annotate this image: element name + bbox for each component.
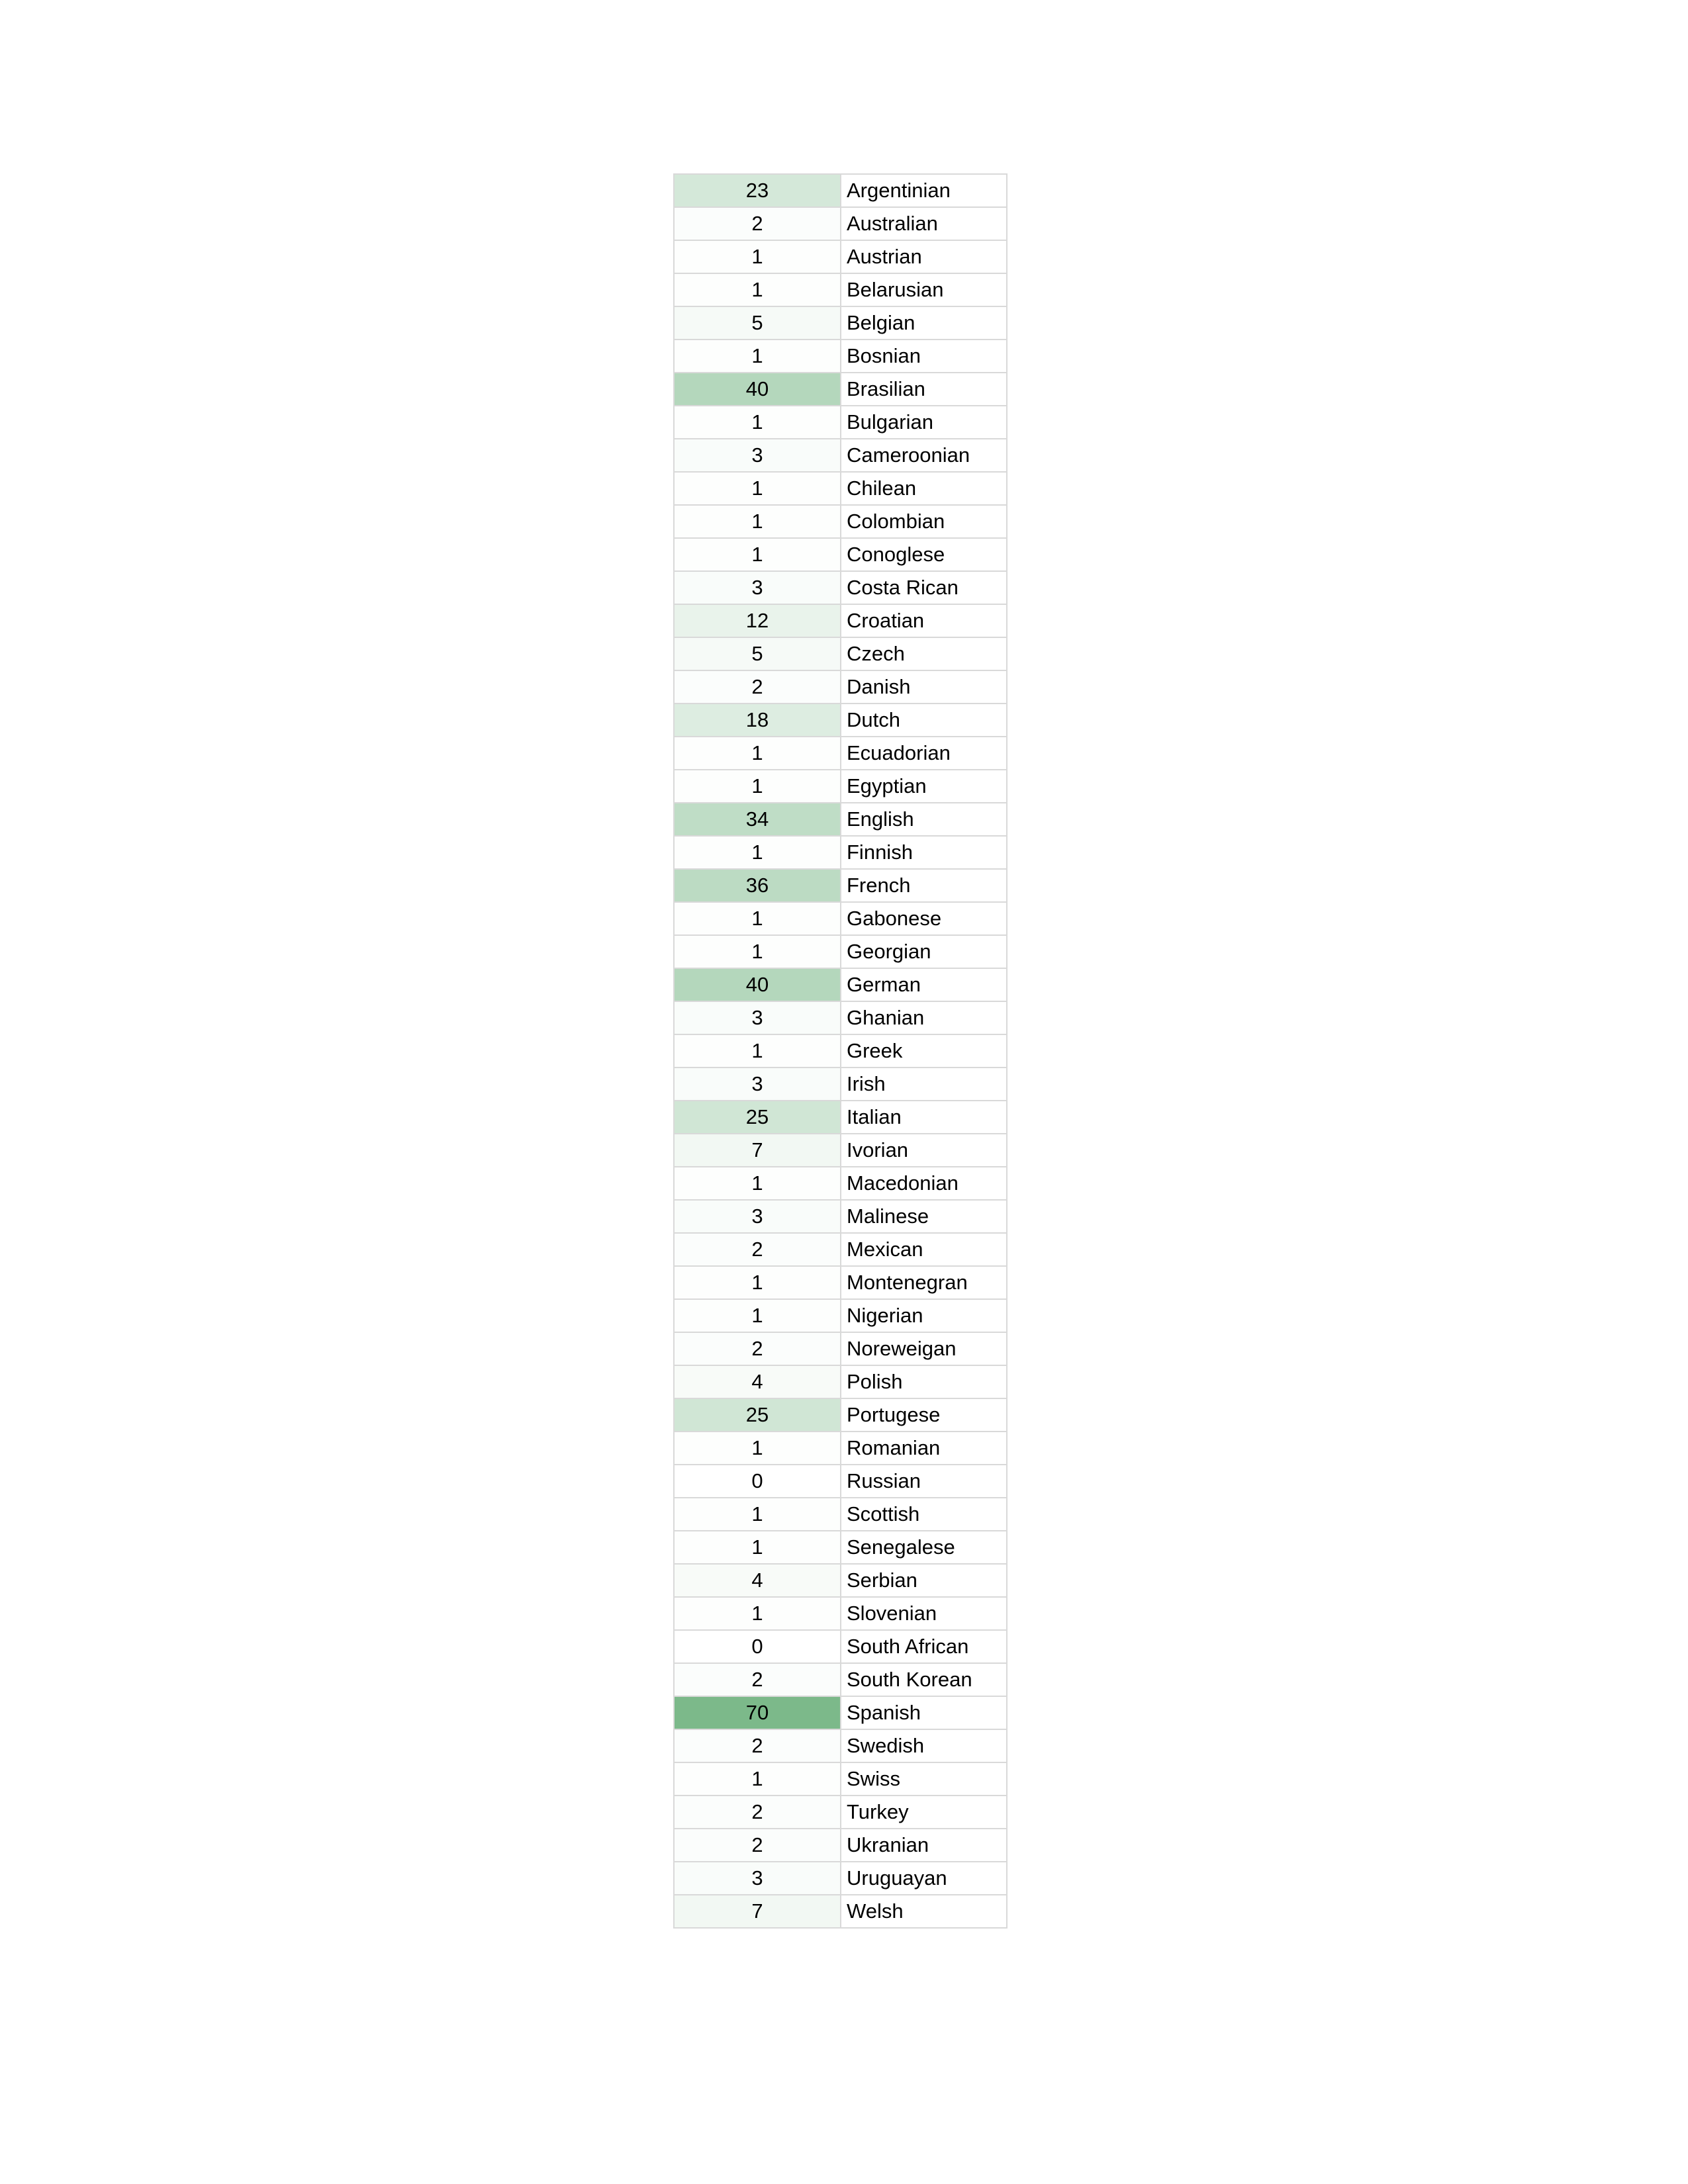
count-cell[interactable]: 0 bbox=[674, 1630, 841, 1663]
count-cell[interactable]: 1 bbox=[674, 770, 841, 803]
nationality-cell[interactable]: Serbian bbox=[841, 1564, 1007, 1597]
nationality-cell[interactable]: Gabonese bbox=[841, 902, 1007, 935]
table-row bbox=[674, 935, 1007, 968]
nationality-cell[interactable]: Conoglese bbox=[841, 538, 1007, 571]
count-cell[interactable]: 12 bbox=[674, 604, 841, 637]
count-cell[interactable]: 25 bbox=[674, 1398, 841, 1432]
nationality-cell[interactable]: Portugese bbox=[841, 1398, 1007, 1432]
table-row bbox=[674, 737, 1007, 770]
count-cell[interactable]: 5 bbox=[674, 306, 841, 340]
table-row bbox=[674, 1365, 1007, 1398]
table-row bbox=[674, 207, 1007, 240]
count-cell[interactable]: 2 bbox=[674, 207, 841, 240]
table-row bbox=[674, 1796, 1007, 1829]
nationality-cell[interactable]: Georgian bbox=[841, 935, 1007, 968]
nationality-cell[interactable]: Cameroonian bbox=[841, 439, 1007, 472]
nationality-cell[interactable]: Slovenian bbox=[841, 1597, 1007, 1630]
table-row bbox=[674, 1729, 1007, 1762]
nationality-cell[interactable]: Greek bbox=[841, 1034, 1007, 1068]
table-row bbox=[674, 1895, 1007, 1928]
count-cell[interactable]: 3 bbox=[674, 439, 841, 472]
count-cell[interactable]: 1 bbox=[674, 240, 841, 273]
count-cell[interactable]: 1 bbox=[674, 1266, 841, 1299]
count-cell[interactable]: 3 bbox=[674, 1200, 841, 1233]
nationality-cell[interactable]: Turkey bbox=[841, 1796, 1007, 1829]
nationality-cell[interactable]: Ivorian bbox=[841, 1134, 1007, 1167]
table-row bbox=[674, 1068, 1007, 1101]
nationality-cell[interactable]: Ecuadorian bbox=[841, 737, 1007, 770]
table-row bbox=[674, 439, 1007, 472]
nationality-cell[interactable]: Belgian bbox=[841, 306, 1007, 340]
table-row bbox=[674, 1332, 1007, 1365]
table-row bbox=[674, 1001, 1007, 1034]
table-row bbox=[674, 571, 1007, 604]
nationality-cell[interactable]: French bbox=[841, 869, 1007, 902]
nationality-cell[interactable]: Bosnian bbox=[841, 340, 1007, 373]
count-cell[interactable]: 1 bbox=[674, 935, 841, 968]
table-row bbox=[674, 1101, 1007, 1134]
table-row bbox=[674, 1465, 1007, 1498]
table-row bbox=[674, 902, 1007, 935]
nationality-cell[interactable]: Argentinian bbox=[841, 174, 1007, 207]
table-row bbox=[674, 1531, 1007, 1564]
table-row bbox=[674, 1034, 1007, 1068]
nationality-cell[interactable]: Italian bbox=[841, 1101, 1007, 1134]
nationality-cell[interactable]: Uruguayan bbox=[841, 1862, 1007, 1895]
nationality-cell[interactable]: Montenegran bbox=[841, 1266, 1007, 1299]
nationality-cell[interactable]: Colombian bbox=[841, 505, 1007, 538]
table-row bbox=[674, 1498, 1007, 1531]
nationality-cell[interactable]: Malinese bbox=[841, 1200, 1007, 1233]
table-row bbox=[674, 1233, 1007, 1266]
nationality-cell[interactable]: Dutch bbox=[841, 704, 1007, 737]
count-cell[interactable]: 1 bbox=[674, 1597, 841, 1630]
nationality-cell[interactable]: Costa Rican bbox=[841, 571, 1007, 604]
nationality-cell[interactable]: Russian bbox=[841, 1465, 1007, 1498]
table-row bbox=[674, 1432, 1007, 1465]
table-body bbox=[674, 174, 1007, 1928]
count-cell[interactable]: 7 bbox=[674, 1134, 841, 1167]
table-row bbox=[674, 836, 1007, 869]
nationality-cell[interactable]: Macedonian bbox=[841, 1167, 1007, 1200]
nationality-cell[interactable]: South Korean bbox=[841, 1663, 1007, 1696]
nationality-cell[interactable]: Scottish bbox=[841, 1498, 1007, 1531]
nationality-cell[interactable]: Irish bbox=[841, 1068, 1007, 1101]
table-row bbox=[674, 505, 1007, 538]
table-row bbox=[674, 1134, 1007, 1167]
table-row bbox=[674, 1762, 1007, 1796]
count-cell[interactable]: 1 bbox=[674, 1299, 841, 1332]
table-row bbox=[674, 273, 1007, 306]
table-row bbox=[674, 604, 1007, 637]
nationality-cell[interactable]: Belarusian bbox=[841, 273, 1007, 306]
nationality-cell[interactable]: Finnish bbox=[841, 836, 1007, 869]
count-cell[interactable]: 3 bbox=[674, 1068, 841, 1101]
nationality-cell[interactable]: Nigerian bbox=[841, 1299, 1007, 1332]
nationality-cell[interactable]: Polish bbox=[841, 1365, 1007, 1398]
nationality-cell[interactable]: English bbox=[841, 803, 1007, 836]
count-cell[interactable]: 3 bbox=[674, 1001, 841, 1034]
table-row bbox=[674, 770, 1007, 803]
nationality-cell[interactable]: German bbox=[841, 968, 1007, 1001]
table-row bbox=[674, 1829, 1007, 1862]
nationality-cell[interactable]: Czech bbox=[841, 637, 1007, 670]
nationality-cell[interactable]: Spanish bbox=[841, 1696, 1007, 1729]
nationality-cell[interactable]: Ghanian bbox=[841, 1001, 1007, 1034]
count-cell[interactable]: 1 bbox=[674, 1762, 841, 1796]
table-row bbox=[674, 340, 1007, 373]
nationality-count-table bbox=[673, 173, 1008, 1929]
nationality-cell[interactable]: Egyptian bbox=[841, 770, 1007, 803]
table-row bbox=[674, 1299, 1007, 1332]
table-row bbox=[674, 1696, 1007, 1729]
nationality-cell[interactable]: Ukranian bbox=[841, 1829, 1007, 1862]
table-row bbox=[674, 968, 1007, 1001]
table-row bbox=[674, 704, 1007, 737]
count-cell[interactable]: 0 bbox=[674, 1465, 841, 1498]
table-row bbox=[674, 1266, 1007, 1299]
count-cell[interactable]: 5 bbox=[674, 637, 841, 670]
nationality-cell[interactable]: Romanian bbox=[841, 1432, 1007, 1465]
table-row bbox=[674, 1167, 1007, 1200]
count-cell[interactable]: 1 bbox=[674, 505, 841, 538]
nationality-cell[interactable]: Swiss bbox=[841, 1762, 1007, 1796]
table-row bbox=[674, 803, 1007, 836]
count-cell[interactable]: 70 bbox=[674, 1696, 841, 1729]
count-cell[interactable]: 1 bbox=[674, 737, 841, 770]
count-cell[interactable]: 1 bbox=[674, 1167, 841, 1200]
count-cell[interactable]: 25 bbox=[674, 1101, 841, 1134]
count-cell[interactable]: 23 bbox=[674, 174, 841, 207]
nationality-cell[interactable]: Brasilian bbox=[841, 373, 1007, 406]
count-cell[interactable]: 1 bbox=[674, 1034, 841, 1068]
table-row bbox=[674, 670, 1007, 704]
count-cell[interactable]: 40 bbox=[674, 968, 841, 1001]
table-row bbox=[674, 306, 1007, 340]
count-cell[interactable]: 2 bbox=[674, 1663, 841, 1696]
count-cell[interactable]: 34 bbox=[674, 803, 841, 836]
count-cell[interactable]: 1 bbox=[674, 472, 841, 505]
count-cell[interactable]: 2 bbox=[674, 1796, 841, 1829]
nationality-cell[interactable]: Welsh bbox=[841, 1895, 1007, 1928]
count-cell[interactable]: 1 bbox=[674, 406, 841, 439]
count-cell[interactable]: 3 bbox=[674, 571, 841, 604]
count-cell[interactable]: 4 bbox=[674, 1365, 841, 1398]
nationality-cell[interactable]: Noreweigan bbox=[841, 1332, 1007, 1365]
nationality-cell[interactable]: Swedish bbox=[841, 1729, 1007, 1762]
nationality-cell[interactable]: Austrian bbox=[841, 240, 1007, 273]
count-cell[interactable]: 7 bbox=[674, 1895, 841, 1928]
table-row bbox=[674, 637, 1007, 670]
count-cell[interactable]: 1 bbox=[674, 340, 841, 373]
nationality-cell[interactable]: Chilean bbox=[841, 472, 1007, 505]
table-row bbox=[674, 174, 1007, 207]
table-row bbox=[674, 538, 1007, 571]
table-row bbox=[674, 1597, 1007, 1630]
nationality-cell[interactable]: Croatian bbox=[841, 604, 1007, 637]
count-cell[interactable]: 1 bbox=[674, 1531, 841, 1564]
count-cell[interactable]: 2 bbox=[674, 670, 841, 704]
count-cell[interactable]: 1 bbox=[674, 836, 841, 869]
count-cell[interactable]: 2 bbox=[674, 1729, 841, 1762]
count-cell[interactable]: 3 bbox=[674, 1862, 841, 1895]
table-row bbox=[674, 406, 1007, 439]
nationality-cell[interactable]: Bulgarian bbox=[841, 406, 1007, 439]
count-cell[interactable]: 2 bbox=[674, 1233, 841, 1266]
count-cell[interactable]: 1 bbox=[674, 1498, 841, 1531]
nationality-cell[interactable]: Senegalese bbox=[841, 1531, 1007, 1564]
table-row bbox=[674, 1862, 1007, 1895]
table-row bbox=[674, 472, 1007, 505]
table-row bbox=[674, 1564, 1007, 1597]
count-cell[interactable]: 1 bbox=[674, 902, 841, 935]
nationality-cell[interactable]: Australian bbox=[841, 207, 1007, 240]
count-cell[interactable]: 36 bbox=[674, 869, 841, 902]
count-cell[interactable]: 1 bbox=[674, 538, 841, 571]
nationality-cell[interactable]: Danish bbox=[841, 670, 1007, 704]
count-cell[interactable]: 2 bbox=[674, 1829, 841, 1862]
count-cell[interactable]: 1 bbox=[674, 273, 841, 306]
table-row bbox=[674, 869, 1007, 902]
nationality-cell[interactable]: South African bbox=[841, 1630, 1007, 1663]
count-cell[interactable]: 40 bbox=[674, 373, 841, 406]
nationality-cell[interactable]: Mexican bbox=[841, 1233, 1007, 1266]
table-row bbox=[674, 1663, 1007, 1696]
count-cell[interactable]: 4 bbox=[674, 1564, 841, 1597]
count-cell[interactable]: 2 bbox=[674, 1332, 841, 1365]
table-row bbox=[674, 240, 1007, 273]
table-row bbox=[674, 1200, 1007, 1233]
table-row bbox=[674, 373, 1007, 406]
table-row bbox=[674, 1398, 1007, 1432]
table-row bbox=[674, 1630, 1007, 1663]
count-cell[interactable]: 1 bbox=[674, 1432, 841, 1465]
count-cell[interactable]: 18 bbox=[674, 704, 841, 737]
